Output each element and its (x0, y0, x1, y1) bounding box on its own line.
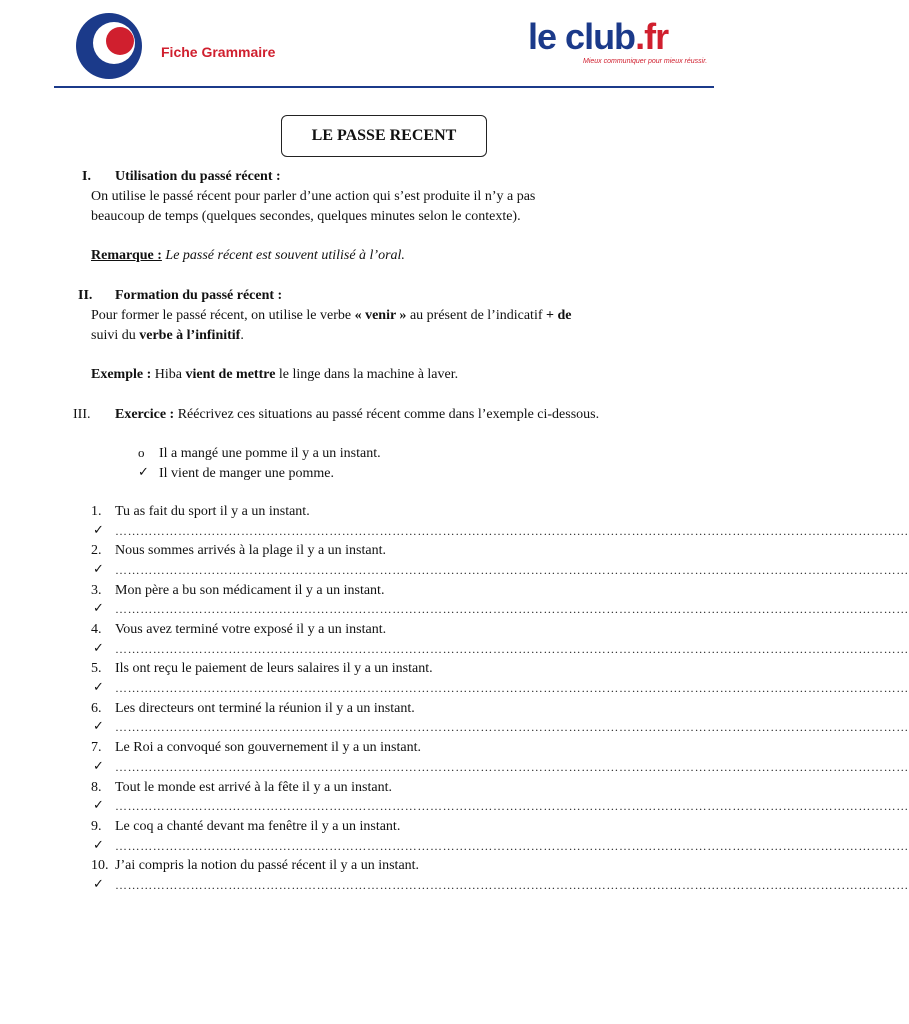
exercise-9-answer-line[interactable]: ……………………………………………………………………………………………………………………………………………………………………… (115, 839, 909, 853)
section-1-number: I. (82, 169, 91, 184)
exercise-8-text: Tout le monde est arrivé à la fête il y a un instant. (115, 780, 392, 795)
section-2-paragraph-line-1 (91, 307, 571, 325)
remark-text: Le passé récent est souvent utilisé à l’oral. (161, 248, 405, 263)
section-2-number: II. (78, 288, 93, 303)
formation-text-e: suivi du (91, 328, 140, 343)
section-1-paragraph-line-2: beaucoup de temps (quelques secondes, quelques minutes selon le contexte). (91, 209, 521, 224)
exercise-4-number: 4. (91, 622, 102, 637)
section-2-heading: Formation du passé récent : (115, 288, 283, 303)
exercise-7-answer-line[interactable]: ……………………………………………………………………………………………………………………………………………………………………… (115, 760, 909, 774)
exercise-7-number: 7. (91, 740, 102, 755)
exercise-7-text: Le Roi a convoqué son gouvernement il y a un instant. (115, 740, 421, 755)
exercise-4-answer-line[interactable]: ……………………………………………………………………………………………………………………………………………………………………… (115, 642, 909, 656)
exercise-4-check-icon: ✓ (93, 640, 104, 655)
exercise-9-text: Le coq a chanté devant ma fenêtre il y a un instant. (115, 819, 401, 834)
exercise-1-number: 1. (91, 504, 102, 519)
formation-period: . (240, 328, 244, 343)
exercise-2-check-icon: ✓ (93, 561, 104, 576)
exercise-5-text: Ils ont reçu le paiement de leurs salaires il y a un instant. (115, 661, 433, 676)
brand-le: le (528, 16, 557, 57)
section-1-heading: Utilisation du passé récent : (115, 169, 281, 184)
sample-check-icon: ✓ (138, 464, 149, 479)
exercise-7-check-icon: ✓ (93, 758, 104, 773)
exercise-8-check-icon: ✓ (93, 797, 104, 812)
exercise-1-text: Tu as fait du sport il y a un instant. (115, 504, 310, 519)
section-3-heading: Exercice : (115, 407, 175, 422)
exercise-6-answer-line[interactable]: ……………………………………………………………………………………………………………………………………………………………………… (115, 720, 909, 734)
exercise-9-number: 9. (91, 819, 102, 834)
brand-club: club (565, 16, 636, 57)
exercise-3-answer-line[interactable]: ……………………………………………………………………………………………………………………………………………………………………… (115, 602, 909, 616)
exercise-10-text: J’ai compris la notion du passé récent il y a un instant. (115, 858, 420, 873)
exercise-6-number: 6. (91, 701, 102, 716)
example-verb: vient de mettre (185, 367, 276, 382)
section-1-paragraph-line-1: On utilise le passé récent pour parler d’une action qui s’est produite il n’y a pas (91, 189, 536, 204)
exercise-4-text: Vous avez terminé votre exposé il y a un instant. (115, 622, 387, 637)
page-title: LE PASSE RECENT (281, 115, 487, 157)
exercise-10-check-icon: ✓ (93, 876, 104, 891)
exercise-2-number: 2. (91, 543, 102, 558)
section-3-instruction-text: Réécrivez ces situations au passé récent comme dans l’exemple ci-dessous. (174, 407, 600, 422)
sample-bullet: o (138, 445, 145, 460)
exercise-8-number: 8. (91, 780, 102, 795)
formation-infinitif: verbe à l’infinitif (139, 328, 241, 343)
tagline: Mieux communiquer pour mieux réussir. (583, 58, 708, 65)
exercise-5-check-icon: ✓ (93, 679, 104, 694)
brand-fr: fr (644, 16, 669, 57)
brand-logo (528, 16, 668, 58)
club-logo-icon (76, 13, 142, 79)
exercise-8-answer-line[interactable]: ……………………………………………………………………………………………………………………………………………………………………… (115, 799, 909, 813)
remark (91, 247, 405, 265)
section-2-paragraph-line-2 (91, 327, 244, 345)
exercise-9-check-icon: ✓ (93, 837, 104, 852)
formation-plus-de: + de (546, 308, 572, 323)
header-divider (54, 86, 714, 88)
exercise-2-answer-line[interactable]: ……………………………………………………………………………………………………………………………………………………………………… (115, 563, 909, 577)
exercise-10-answer-line[interactable]: ……………………………………………………………………………………………………………………………………………………………………… (115, 878, 909, 892)
page-header (0, 0, 768, 92)
exercise-5-number: 5. (91, 661, 102, 676)
exercise-1-answer-line[interactable]: ……………………………………………………………………………………………………………………………………………………………………… (115, 524, 909, 538)
formation-text-a: Pour former le passé récent, on utilise le verbe (91, 308, 355, 323)
exercise-3-check-icon: ✓ (93, 600, 104, 615)
exercise-1-check-icon: ✓ (93, 522, 104, 537)
example-label: Exemple : (91, 367, 152, 382)
exercise-3-number: 3. (91, 583, 102, 598)
section-3-instruction (115, 406, 599, 424)
section-3-number: III. (73, 407, 91, 422)
sample-answer: Il vient de manger une pomme. (159, 466, 334, 481)
sample-question: Il a mangé une pomme il y a un instant. (159, 446, 381, 461)
example-text-c: le linge dans la machine à laver. (275, 367, 459, 382)
exercise-5-answer-line[interactable]: ……………………………………………………………………………………………………………………………………………………………………… (115, 681, 909, 695)
exercise-6-check-icon: ✓ (93, 718, 104, 733)
formation-venir: « venir » (354, 308, 407, 323)
subtitle: Fiche Grammaire (161, 44, 276, 60)
exercise-6-text: Les directeurs ont terminé la réunion il y a un instant. (115, 701, 415, 716)
exercise-10-number: 10. (91, 858, 109, 873)
brand-dot: . (635, 16, 645, 57)
remark-label: Remarque : (91, 248, 162, 263)
exercise-3-text: Mon père a bu son médicament il y a un instant. (115, 583, 385, 598)
formation-text-c: au présent de l’indicatif (406, 308, 546, 323)
example (91, 366, 458, 384)
example-text-a: Hiba (151, 367, 186, 382)
exercise-2-text: Nous sommes arrivés à la plage il y a un instant. (115, 543, 386, 558)
